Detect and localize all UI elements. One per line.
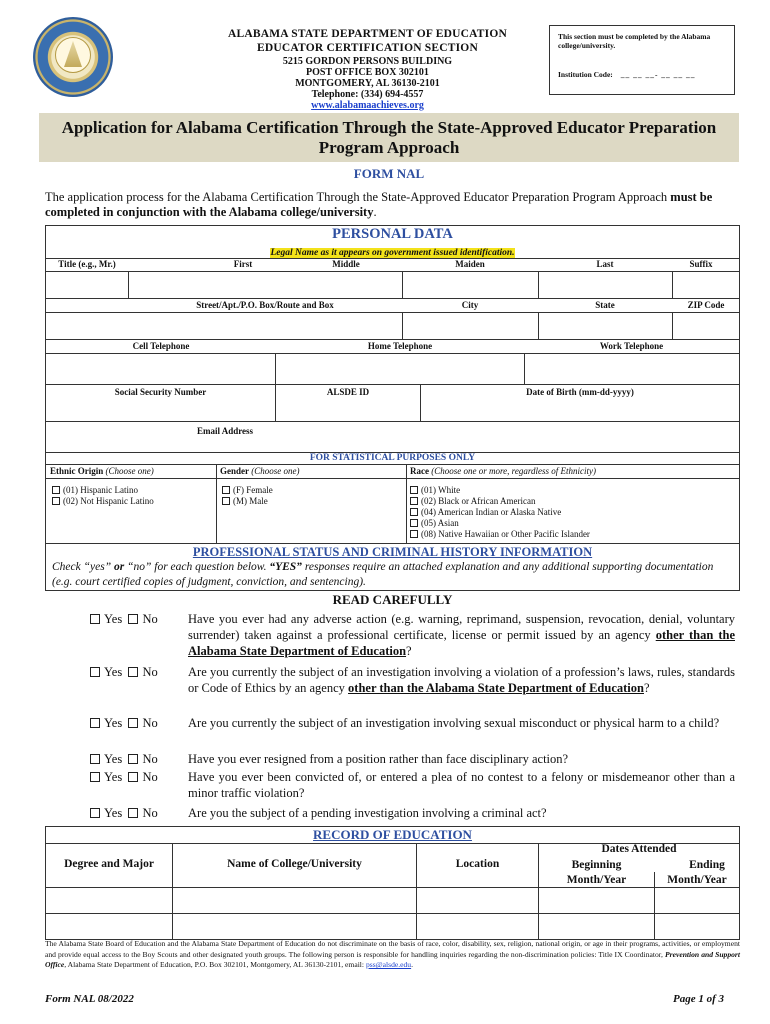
address-line-2: POST OFFICE BOX 302101 [306, 67, 429, 78]
q2-underline: other than the Alabama State Department of Education [348, 681, 644, 695]
legal-name-note: Legal Name as it appears on government issued identification. [270, 248, 515, 258]
col-location: Location [455, 858, 500, 870]
maiden-input[interactable] [403, 272, 537, 297]
personal-data-heading-box [46, 227, 739, 260]
statistical-section [45, 453, 740, 544]
yes-label: Yes [104, 612, 123, 626]
home-input[interactable] [276, 354, 523, 383]
state-seal-logo [33, 17, 113, 97]
label-title: Title (e.g., Mr.) [58, 259, 116, 269]
gender-hint: (Choose one) [251, 466, 300, 476]
label-zip: ZIP Code [687, 300, 725, 310]
q4-options [90, 751, 188, 767]
q1-text [188, 611, 735, 659]
form-id: Form NAL 08/2022 [45, 993, 134, 1005]
city-input[interactable] [403, 313, 537, 338]
yes-label: Yes [104, 716, 123, 730]
checkbox-icon[interactable] [90, 808, 100, 818]
no-label: No [142, 612, 158, 626]
month-year-label: Month/Year [566, 874, 627, 886]
telephone: Telephone: (334) 694-4557 [311, 89, 424, 100]
race-option-label: (05) Asian [421, 518, 459, 528]
intro-end: . [373, 205, 377, 219]
month-year-label: Month/Year [667, 874, 727, 886]
ethnic-options [52, 485, 154, 507]
checkbox-icon[interactable] [128, 614, 138, 624]
q6-text: Are you the subject of a pending investigation involving a criminal act? [188, 806, 547, 820]
label-last: Last [596, 259, 614, 269]
q1-options [90, 611, 188, 627]
gender-label-row [220, 466, 300, 476]
checkbox-icon[interactable] [410, 519, 418, 527]
label-dob: Date of Birth (mm-dd-yyyy) [526, 387, 634, 397]
col-beginning [539, 858, 654, 888]
instr-text: Check “yes” [52, 561, 114, 573]
gender-options [222, 485, 273, 507]
q2-part: Are you currently the subject of an investigation involving a violation of a profession’s laws, rules, standards or Code of Ethics by an agency [188, 665, 735, 695]
no-label: No [142, 806, 158, 820]
checkbox-icon[interactable] [52, 486, 60, 494]
race-option-04[interactable] [410, 507, 590, 518]
checkbox-icon[interactable] [128, 808, 138, 818]
race-label: Race [410, 466, 429, 476]
no-label: No [142, 716, 158, 730]
label-maiden: Maiden [455, 259, 485, 269]
checkbox-icon[interactable] [128, 772, 138, 782]
checkbox-icon[interactable] [90, 754, 100, 764]
professional-instructions [52, 560, 736, 590]
ethnic-label: Ethnic Origin [50, 466, 104, 476]
checkbox-icon[interactable] [128, 718, 138, 728]
gender-label: Gender [220, 466, 249, 476]
ending-label: Ending [689, 859, 725, 871]
q1-end: ? [406, 644, 412, 658]
address-line-3: MONTGOMERY, AL 36130-2101 [295, 78, 440, 89]
label-home: Home Telephone [367, 341, 433, 351]
last-input[interactable] [539, 272, 671, 297]
q4-text: Have you ever resigned from a position rather than face disciplinary action? [188, 752, 569, 766]
question-3 [90, 715, 740, 747]
instr-text: responses require an attached explanation and any additional supporting documentation (e.g. court certified copies of judgment, conviction, and sentencing). [52, 561, 714, 588]
label-cell: Cell Telephone [132, 341, 190, 351]
footer-office: Prevention and Support Office [45, 949, 740, 969]
label-state: State [595, 300, 615, 310]
personal-data-grid [45, 225, 740, 453]
col-college: Name of College/University [227, 858, 362, 870]
website-link[interactable]: www.alabamaachieves.org [311, 100, 424, 111]
first-middle-input[interactable] [129, 272, 401, 297]
label-street: Street/Apt./P.O. Box/Route and Box [196, 300, 334, 310]
label-ssn: Social Security Number [114, 387, 207, 397]
gender-option-m[interactable] [222, 496, 273, 507]
professional-section [45, 544, 740, 591]
education-row-1[interactable] [47, 888, 738, 912]
dob-input[interactable] [421, 398, 739, 420]
institution-box [549, 25, 735, 95]
q6-options [90, 805, 188, 821]
ethnic-option-02[interactable] [52, 496, 154, 507]
street-input[interactable] [47, 313, 401, 338]
checkbox-icon[interactable] [90, 772, 100, 782]
q2-end: ? [643, 681, 650, 695]
checkbox-icon[interactable] [410, 508, 418, 516]
personal-data-heading: PERSONAL DATA [332, 226, 453, 242]
yes-label: Yes [104, 752, 123, 766]
question-1 [90, 611, 740, 659]
race-option-label: (04) American Indian or Alaska Native [421, 507, 562, 517]
email-input[interactable] [47, 437, 738, 452]
instr-yes: “YES” [269, 561, 302, 573]
checkbox-icon[interactable] [90, 718, 100, 728]
race-hint: (Choose one or more, regardless of Ethnicity) [431, 466, 596, 476]
checkbox-icon[interactable] [410, 530, 418, 538]
race-option-label: (01) White [421, 485, 461, 495]
ethnic-option-01[interactable] [52, 485, 154, 496]
label-middle: Middle [332, 259, 360, 269]
label-work: Work Telephone [599, 341, 664, 351]
q2-options [90, 664, 188, 680]
section-name: EDUCATOR CERTIFICATION SECTION [257, 42, 478, 54]
yes-label: Yes [104, 665, 123, 679]
question-5 [90, 769, 740, 801]
q3-text: Are you currently the subject of an investigation involving sexual misconduct or physical harm to a child? [188, 716, 720, 730]
cell-input[interactable] [47, 354, 274, 383]
gender-option-label: (F) Female [233, 485, 273, 495]
checkbox-icon[interactable] [52, 497, 60, 505]
footer-email-link[interactable]: pss@alsde.edu [365, 960, 412, 969]
race-option-08[interactable] [410, 529, 590, 540]
checkbox-icon[interactable] [90, 667, 100, 677]
q1-underline: other than the Alabama State Department of Education [188, 628, 735, 658]
yes-label: Yes [104, 806, 123, 820]
education-row-2[interactable] [47, 914, 738, 939]
institution-code-field[interactable]: __ __ __- __ __ __ [620, 70, 696, 79]
q5-options [90, 769, 188, 785]
checkbox-icon[interactable] [410, 486, 418, 494]
no-label: No [142, 665, 158, 679]
page-title: Application for Alabama Certification Through the State-Approved Educator Preparation Program Approach [61, 118, 717, 157]
instr-or: or [113, 561, 125, 573]
ethnic-option-label: (02) Not Hispanic Latino [63, 496, 154, 506]
footer-text: The Alabama State Board of Education and the Alabama State Department of Education do not discriminate on the basis of race, color, disability, sex, religion, national origin, or age in their programs, activities, or employment and provide equal access to the Boy Scouts and other designated youth groups. The following person is responsible for handling inquiries regarding the non-discrimination policies: Title IX Coordinator, [45, 939, 740, 959]
gender-option-f[interactable] [222, 485, 273, 496]
ethnic-option-label: (01) Hispanic Latino [63, 485, 138, 495]
race-option-label: (02) Black or African American [421, 496, 536, 506]
gender-option-label: (M) Male [233, 496, 268, 506]
checkbox-icon[interactable] [128, 667, 138, 677]
title-input[interactable] [47, 272, 127, 297]
institution-code-row[interactable] [558, 70, 726, 79]
question-6 [90, 805, 740, 821]
professional-heading: PROFESSIONAL STATUS AND CRIMINAL HISTORY INFORMATION [192, 545, 593, 559]
checkbox-icon[interactable] [222, 497, 230, 505]
race-option-05[interactable] [410, 518, 590, 529]
race-option-label: (08) Native Hawaiian or Other Pacific Islander [421, 529, 590, 539]
yes-label: Yes [104, 770, 123, 784]
label-first: First [233, 259, 253, 269]
label-email: Email Address [196, 426, 254, 436]
intro-bold: must be completed in conjunction with the Alabama college/university [45, 190, 713, 219]
education-table [45, 826, 740, 940]
ssn-input[interactable] [47, 398, 274, 420]
question-2 [90, 664, 740, 712]
race-option-02[interactable] [410, 496, 590, 507]
q5-text: Have you ever been convicted of, or entered a plea of no contest to a felony or misdemeanor other than a minor traffic violation? [188, 770, 735, 800]
ethnic-label-row [50, 466, 154, 476]
label-alsde: ALSDE ID [326, 387, 370, 397]
q1-part: Have you ever had any adverse action (e.g. warning, reprimand, suspension, revocation, denial, voluntary surrender) taken against a professional certificate, license or permit issued by an agency [188, 612, 735, 642]
zip-input[interactable] [673, 313, 739, 338]
no-label: No [142, 752, 158, 766]
footer-text: . [411, 960, 414, 969]
col-dates: Dates Attended [601, 843, 677, 855]
race-label-row [410, 466, 596, 476]
checkbox-icon[interactable] [90, 614, 100, 624]
question-4 [90, 751, 740, 767]
instr-text: “no” for each question below. [124, 561, 270, 573]
race-options [410, 485, 590, 540]
education-heading: RECORD OF EDUCATION [313, 827, 472, 842]
intro-text: The application process for the Alabama Certification Through the State-Approved Educator Preparation Program Approach [45, 190, 668, 204]
checkbox-icon[interactable] [410, 497, 418, 505]
read-carefully: READ CAREFULLY [332, 592, 453, 607]
alsde-input[interactable] [276, 398, 419, 420]
page-number: Page 1 of 3 [673, 993, 725, 1005]
form-name: FORM NAL [353, 166, 425, 181]
statistical-heading: FOR STATISTICAL PURPOSES ONLY [309, 453, 476, 463]
state-input[interactable] [539, 313, 671, 338]
institution-note: This section must be completed by the Alabama college/university. [558, 32, 711, 50]
dept-name: ALABAMA STATE DEPARTMENT OF EDUCATION [228, 28, 507, 40]
nondiscrimination-notice [45, 939, 740, 971]
footer-text: , Alabama State Department of Education, P.O. Box 302101, Montgomery, AL 36130-2101, email: [64, 960, 366, 969]
label-suffix: Suffix [689, 259, 713, 269]
col-ending [655, 858, 739, 888]
intro-paragraph [45, 190, 745, 220]
ethnic-hint: (Choose one) [105, 466, 154, 476]
address-line-1: 5215 GORDON PERSONS BUILDING [282, 56, 453, 67]
beginning-label: Beginning [571, 859, 622, 871]
q2-text [188, 664, 735, 696]
no-label: No [142, 770, 158, 784]
label-city: City [461, 300, 479, 310]
work-input[interactable] [525, 354, 739, 383]
q3-options [90, 715, 188, 731]
checkbox-icon[interactable] [222, 486, 230, 494]
suffix-input[interactable] [673, 272, 739, 297]
checkbox-icon[interactable] [128, 754, 138, 764]
institution-code-label: Institution Code: [558, 70, 613, 79]
race-option-01[interactable] [410, 485, 590, 496]
col-degree: Degree and Major [64, 858, 154, 870]
